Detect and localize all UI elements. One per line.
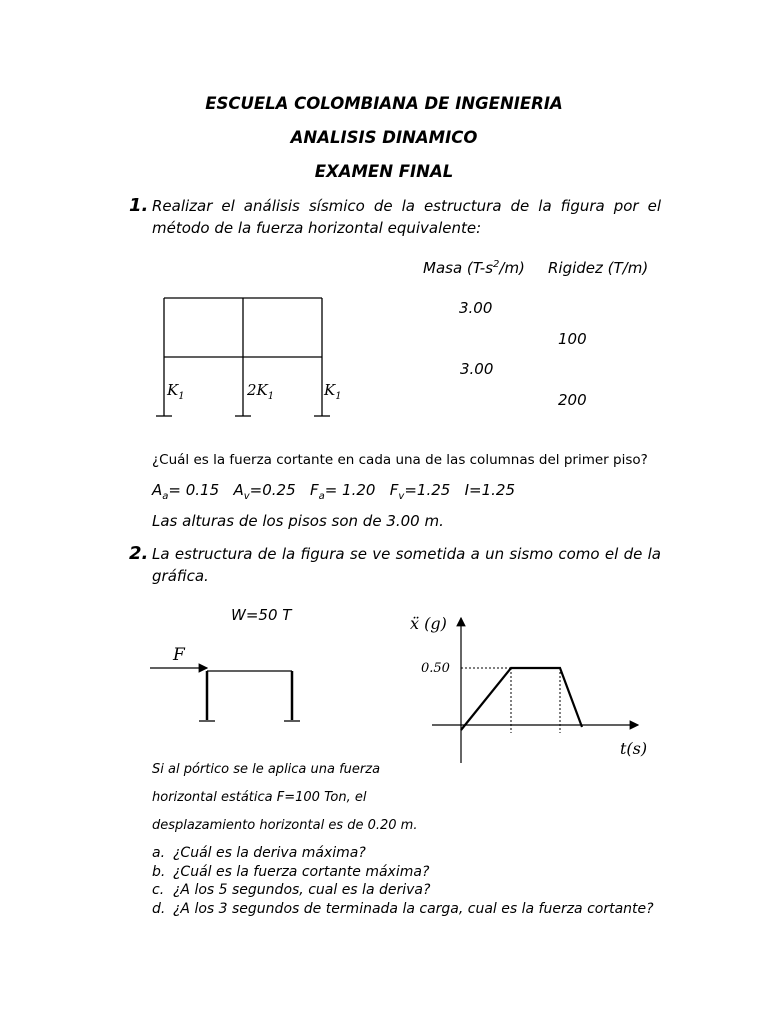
column-label-right: $K_1$ (324, 381, 342, 402)
mass-column-header: Masa $(T-s^2/m)$ (423, 259, 525, 277)
question-1-number: 1. (129, 195, 149, 216)
column-label-middle: $2K_1$ (247, 381, 275, 402)
question-1-prompt: ¿Cuál es la fuerza cortante en cada una de las columnas del primer piso? (152, 452, 648, 468)
two-story-frame-figure (156, 298, 330, 416)
question-2-number: 2. (129, 543, 149, 564)
school-title: ESCUELA COLOMBIANA DE INGENIERIA (205, 94, 563, 113)
list-item: a. ¿Cuál es la deriva máxima? (152, 845, 366, 861)
graph-peak-label: 0.50 (421, 661, 450, 676)
portal-frame-figure (150, 668, 300, 721)
acceleration-graph (432, 618, 638, 763)
stiffness-bottom-value: 200 (558, 391, 587, 409)
seismic-parameters: $A_a= 0.15$ $A_v=0.25$ $F_a= 1.20$ $F_v=1.25$ I=1.25 (152, 481, 516, 502)
story-heights: Las alturas de los pisos son de 3.00 m. (152, 512, 444, 530)
mass-bottom-value: 3.00 (460, 360, 494, 378)
exam-title: EXAMEN FINAL (314, 162, 454, 181)
stiffness-column-header: Rigidez (T/m) (548, 259, 649, 277)
graph-y-label: ẍ (g) (410, 614, 447, 633)
question-1-statement: Realizar el análisis sísmico de la estructura de la figura por el método de la fuerza horizontal equivalente: (152, 197, 661, 237)
force-label: F (173, 645, 185, 665)
stiffness-top-value: 100 (558, 330, 587, 348)
static-text-line-1: Si al pórtico se le aplica una fuerza (152, 762, 381, 777)
list-item: d. ¿A los 3 segundos de terminada la carga, cual es la fuerza cortante? (152, 900, 654, 917)
static-text-line-3: desplazamiento horizontal es de 0.20 m. (152, 818, 418, 833)
list-item: b. ¿Cuál es la fuerza cortante máxima? (152, 863, 430, 880)
static-text-line-2: horizontal estática F=100 Ton, el (152, 790, 367, 805)
course-title: ANALISIS DINAMICO (290, 128, 478, 147)
column-label-left: $K_1$ (167, 381, 185, 402)
mass-top-value: 3.00 (459, 299, 493, 317)
list-item: c. ¿A los 5 segundos, cual es la deriva? (152, 882, 431, 898)
question-2-statement: La estructura de la figura se ve sometida a un sismo como el de la gráfica. (152, 545, 661, 585)
weight-label: W=50 T (231, 606, 292, 624)
graph-x-label: t(s) (620, 739, 648, 758)
